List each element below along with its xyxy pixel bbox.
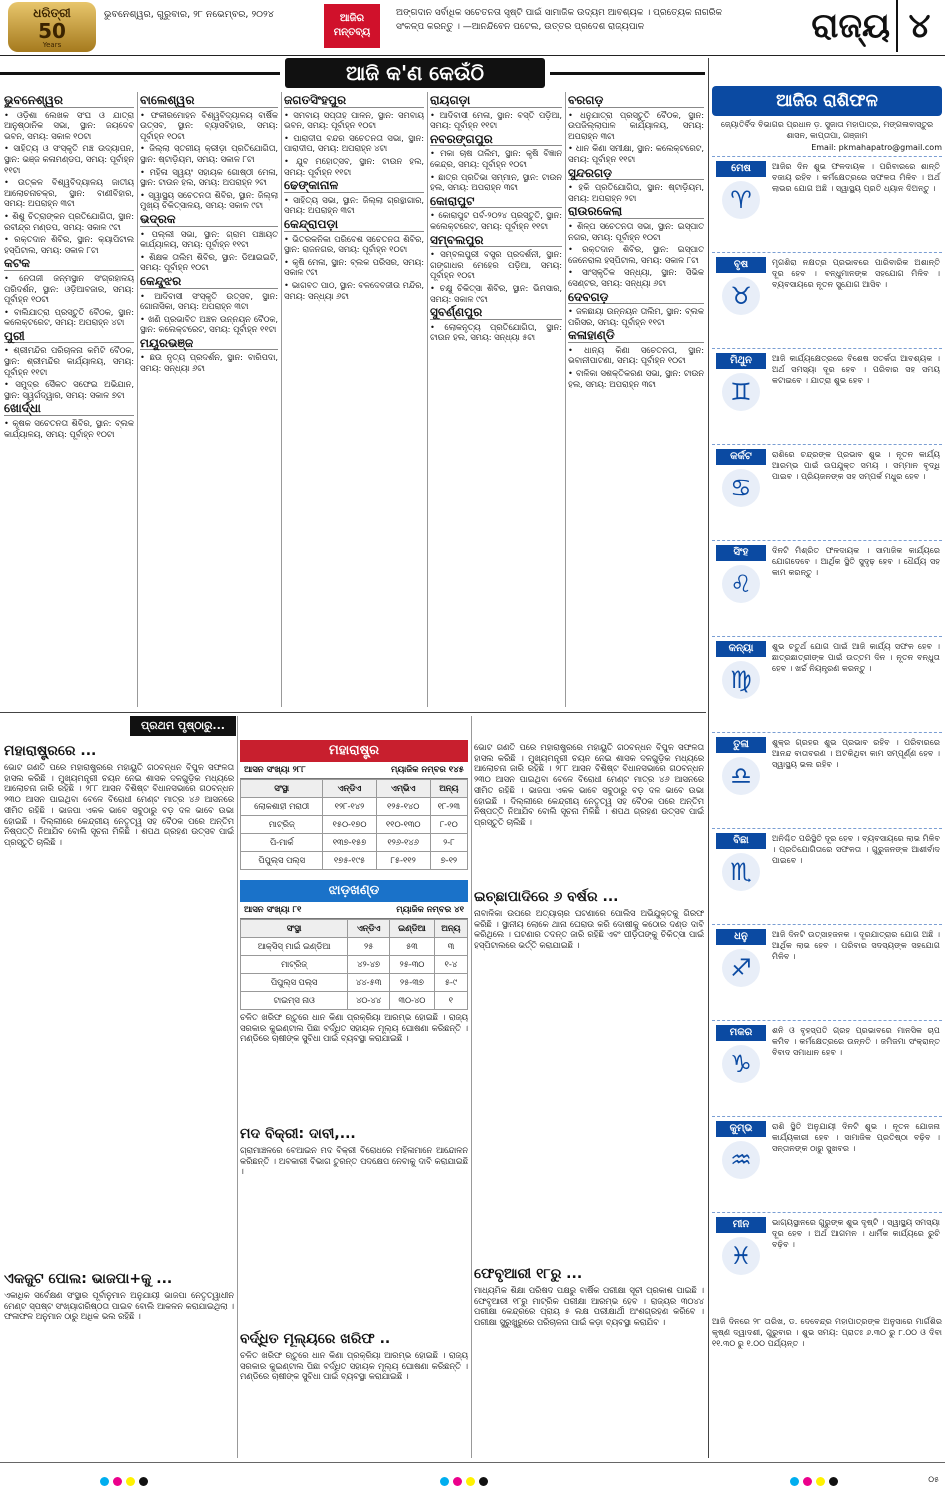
district-heading: ଭୁବନେଶ୍ୱର xyxy=(4,95,134,108)
table-cell: ୫-୯ xyxy=(434,974,467,992)
zodiac-icon: ♐ xyxy=(722,949,760,987)
event-entry: • ଉତ୍କଳ ବିଶ୍ୱବିଦ୍ୟାଳୟ ଜାତୀୟ ଆଲୋଚନାଚକ୍ର, ସ୍ଥାନ: ବାଣୀବିହାର, ସମୟ: ଅପରାହ୍ନ ୩ଟା xyxy=(4,177,134,209)
sign-forecast: ଶନି ଓ ବୃହସ୍ପତି ଗ୍ରହ ପ୍ରଭାବରେ ମାନସିକ ଚାପ କମିବ । କର୍ମକ୍ଷେତ୍ରରେ ଉନ୍ନତି । ଜମିଜମା ସଂକ୍ରାନ୍ତ ବିବାଦ ସମାଧାନ ହେବ । xyxy=(772,1025,940,1057)
table-header-row xyxy=(241,920,468,938)
zodiac-icon: ♈ xyxy=(722,181,760,219)
district-heading: ସୁବର୍ଣ୍ଣପୁର xyxy=(430,307,562,320)
sign-name: ସିଂହ xyxy=(716,545,766,561)
quote-of-day: ଅଙ୍ଗଦାନ ସର୍ବାଧିକ ସଚେତନତା ସୃଷ୍ଟି ପାଇଁ ସାମାଜିକ ଉଦ୍ୟମ ଆବଶ୍ୟକ । ପ୍ରତ୍ୟେକ ନାଗରିକ ସଂକଳ୍ପ କରନ୍ତୁ । —ଆନନ୍ଦିବେନ ପଟେଲ, ଉତ୍ତର ପ୍ରଦେଶ ରାଜ୍ୟପାଳ xyxy=(396,8,723,32)
zodiac-icon: ♑ xyxy=(722,1045,760,1083)
district-heading: ପୁରୀ xyxy=(4,331,134,344)
magenta-dot xyxy=(803,1477,812,1486)
table-cell: ୧୭୫-୧୯୫ xyxy=(323,852,376,870)
table-row xyxy=(241,956,468,974)
story-body: ଚଳିତ ଖରିଫ ଋତୁରେ ଧାନ କିଣା ପ୍ରକ୍ରିୟା ଆରମ୍ଭ ହୋଇଛି । ରାଜ୍ୟ ସରକାର କୁଇଣ୍ଟାଲ ପିଛା ବର୍ଦ୍ଧିତ ସହାୟକ ମୂଲ୍ୟ ଘୋଷଣା କରିଛନ୍ତି । ମଣ୍ଡିରେ ଚାଷୀଙ୍କ ସୁବିଧା ପାଇଁ ବ୍ୟବସ୍ଥା କରାଯାଇଛି । xyxy=(240,1012,468,1044)
horoscope-footer: ଆଜି ଦିନରେ ୨୮ ତାରିଖ, ଡ. ଦେବେନ୍ଦ୍ର ମହାପାତ୍ରଙ୍କ ଅନୁସାରେ ମାର୍ଗଶିର କୃଷ୍ଣ ଦ୍ୱାଦଶୀ, ଗୁରୁବାର । ଶୁଭ ସମୟ: ପ୍ରାତଃ ୬.୩୦ ରୁ ୮.୦୦ ଓ ଦିବା ୧୧.୩୦ ରୁ ୧.୦୦ ପର୍ଯ୍ୟନ୍ତ । xyxy=(712,1316,942,1348)
banner-rule-left xyxy=(0,72,280,75)
district-heading: ରାଉରକେଲା xyxy=(568,206,704,219)
sign-name: ବିଛା xyxy=(716,833,766,849)
banner-rule-right xyxy=(550,72,705,75)
sign-block xyxy=(712,732,942,828)
event-entry: • ଧନୁଯାତ୍ରା ପ୍ରସ୍ତୁତି ବୈଠକ, ସ୍ଥାନ: ଉପଜିଲ୍ଲାପାଳ କାର୍ଯ୍ୟାଳୟ, ସମୟ: ଅପରାହ୍ନ ୩ଟା xyxy=(568,110,704,142)
badge-number: 50 xyxy=(38,19,66,43)
story-body: ମାଧ୍ୟମିକ ଶିକ୍ଷା ପରିଷଦ ପକ୍ଷରୁ ବାର୍ଷିକ ପରୀକ୍ଷା ସୂଚୀ ପ୍ରକାଶ ପାଇଛି । ଫେବୃଆରୀ ୧୮ରୁ ମାଟ୍ରିକ ପରୀକ୍ଷା ଆରମ୍ଭ ହେବ । ରାଜ୍ୟର ୩୦୪୪ ପରୀକ୍ଷା କେନ୍ଦ୍ରରେ ପ୍ରାୟ ୫ ଲକ୍ଷ ପରୀକ୍ଷାର୍ଥୀ ଅଂଶଗ୍ରହଣ କରିବେ । ପରୀକ୍ଷା ସୁରୁଖୁରୁରେ ପରିଚାଳନା ପାଇଁ କଡ଼ା ବ୍ୟବସ୍ଥା କରାଯିବ । xyxy=(474,1285,704,1328)
zodiac-icon: ♊ xyxy=(722,373,760,411)
zodiac-icon: ♉ xyxy=(722,277,760,315)
table-cell: ୧୮-୨୩ xyxy=(430,798,467,816)
print-footer xyxy=(0,1462,945,1497)
table-row xyxy=(241,974,468,992)
table-cell: ୩ xyxy=(434,938,467,956)
event-entry: • ଛଉ ନୃତ୍ୟ ପ୍ରଦର୍ଶନ, ସ୍ଥାନ: ବାରିପଦା, ସମୟ: ସନ୍ଧ୍ୟା ୬ଟା xyxy=(140,352,278,373)
listings-column-2 xyxy=(140,92,278,707)
badge-title: ଧରିତ୍ରୀ xyxy=(33,6,71,20)
table-cell: ଲୋକଶାହୀ ମରାଠୀ xyxy=(241,798,323,816)
district-heading: କଟକ xyxy=(4,258,134,271)
sign-forecast: ରାଶି ସ୍ଥିତି ଅନୁଯାୟୀ ଦିନଟି ଶୁଭ । ନୂତନ ଯୋଜନା କାର୍ଯ୍ୟକାରୀ ହେବ । ସାମାଜିକ ପ୍ରତିଷ୍ଠା ବଢ଼ିବ । ସନ୍ତାନଙ୍କ ଠାରୁ ସୁଖବର । xyxy=(772,1121,940,1153)
table-cell: ଟାଇମ୍ସ ନାଓ xyxy=(241,992,348,1010)
table-cell: ୪୪-୫୩ xyxy=(348,974,390,992)
district-heading: ସମ୍ବଲପୁର xyxy=(430,235,562,248)
horoscope-title: ଆଜିର ରାଶିଫଳ xyxy=(712,86,942,116)
column-header: ଅନ୍ୟ xyxy=(430,780,467,798)
event-entry: • ଶିକ୍ଷକ ତାଲିମ ଶିବିର, ସ୍ଥାନ: ଡିଆଇଇଟି, ସମୟ: ପୂର୍ବାହ୍ନ ୧୦ଟା xyxy=(140,252,278,273)
cyan-dot xyxy=(100,1477,109,1486)
column-divider xyxy=(237,716,238,1458)
district-heading: ନବରଙ୍ଗପୁର xyxy=(430,134,562,147)
horoscope-panel xyxy=(712,86,942,1459)
listings-column-3 xyxy=(284,92,424,707)
story-body: ଏକାଧିକ ସର୍ବେକ୍ଷଣ ସଂସ୍ଥାର ପୂର୍ବାନୁମାନ ଅନୁଯାୟୀ ଭାଜପା ନେତୃତ୍ୱାଧୀନ ମେଣ୍ଟ ସ୍ପଷ୍ଟ ସଂଖ୍ୟାଗରିଷ୍ଠତା ପାଇବ ବୋଲି ଆକଳନ କରାଯାଇଥିଲା । ଫଳାଫଳ ଅନୁମାନ ଠାରୁ ଅଧିକ ଭଲ ରହିଛି । xyxy=(4,1290,234,1322)
event-entry: • ଆଦିବାସୀ ସଂସ୍କୃତି ଉତ୍ସବ, ସ୍ଥାନ: ଗୋନାସିକା, ସମୟ: ଅପରାହ୍ନ ୩ଟା xyxy=(140,291,278,312)
column-divider xyxy=(281,92,282,707)
section-rule xyxy=(0,712,706,713)
registration-marks xyxy=(100,1477,148,1486)
event-entry: • ଶ୍ରୀମନ୍ଦିର ପରିଚାଳନା କମିଟି ବୈଠକ, ସ୍ଥାନ: ଶ୍ରୀମନ୍ଦିର କାର୍ଯ୍ୟାଳୟ, ସମୟ: ପୂର୍ବାହ୍ନ ୧୧ଟା xyxy=(4,345,134,377)
sign-block xyxy=(712,1116,942,1212)
event-entry: • ଫକୀରମୋହନ ବିଶ୍ୱବିଦ୍ୟାଳୟ ବାର୍ଷିକ ଉତ୍ସବ, ସ୍ଥାନ: ବ୍ୟାସବିହାର, ସମୟ: ପୂର୍ବାହ୍ନ ୧୦ଟା xyxy=(140,110,278,142)
dateline: ଭୁବନେଶ୍ୱର, ଗୁରୁବାର, ୨୮ ନଭେମ୍ବର, ୨୦୨୪ xyxy=(104,9,274,20)
sign-name: ମେଷ xyxy=(716,161,766,177)
table-maharashtra xyxy=(240,740,468,870)
table-row xyxy=(241,992,468,1010)
story-continuation-filler xyxy=(240,1012,468,1122)
zodiac-icon: ♎ xyxy=(722,757,760,795)
event-entry: • ଭିତରକନିକା ପରିବେଶ ସଚେତନତା ଶିବିର, ସ୍ଥାନ: ରାଜନଗର, ସମୟ: ପୂର୍ବାହ୍ନ ୧୦ଟା xyxy=(284,234,424,255)
listings-title: ଆଜି କ'ଣ କେଉଁଠି xyxy=(285,58,545,88)
event-entry: • ମକା ଚାଷ ତାଲିମ, ସ୍ଥାନ: କୃଷି ବିଜ୍ଞାନ କେନ୍ଦ୍ର, ସମୟ: ପୂର୍ବାହ୍ନ ୧୦ଟା xyxy=(430,148,562,169)
story-maharashtra xyxy=(4,742,234,1262)
story-body: ଗ୍ରାମାଞ୍ଚଳରେ ବେଆଇନ ମଦ ବିକ୍ରୀ ବିରୋଧରେ ମହିଳାମାନେ ଆନ୍ଦୋଳନ କରିଛନ୍ତି । ଅବକାରୀ ବିଭାଗ ତୁରନ୍ତ ପଦକ୍ଷେପ ନେବାକୁ ଦାବି କରାଯାଇଛି । xyxy=(240,1145,468,1177)
district-heading: ଜଗତସିଂହପୁର xyxy=(284,95,424,108)
event-entry: • ଜଳଛାୟା ଉନ୍ନୟନ ତାଲିମ, ସ୍ଥାନ: ବ୍ଲକ ପରିସର, ସମୟ: ପୂର୍ବାହ୍ନ ୧୧ଟା xyxy=(568,306,704,327)
column-divider xyxy=(471,716,472,1458)
event-entry: • ଆଦିବାସୀ ମେଳା, ସ୍ଥାନ: ବସ୍ତି ପଡ଼ିଆ, ସମୟ: ପୂର୍ବାହ୍ନ ୧୧ଟା xyxy=(430,110,562,131)
front-page-label: ପ୍ରଥମ ପୃଷ୍ଠାରୁ... xyxy=(130,716,236,736)
column-divider xyxy=(565,92,566,707)
table-subtitle xyxy=(240,762,468,779)
table-header-row xyxy=(241,780,468,798)
yellow-dot xyxy=(126,1477,135,1486)
sign-name: ଧନୁ xyxy=(716,929,766,945)
event-entry: • ଲୋକନୃତ୍ୟ ପ୍ରତିଯୋଗିତା, ସ୍ଥାନ: ଟାଉନ ହଲ, ସମୟ: ସନ୍ଧ୍ୟା ୫ଟା xyxy=(430,322,562,343)
story-body: ନାବାଳିକା ଉପରେ ଅତ୍ୟାଚାର ଘଟଣାରେ ପୋଲିସ ଅଭିଯୁକ୍ତକୁ ଗିରଫ କରିଛି । ସ୍ଥାନୀୟ ଲୋକେ ଥାନା ଘେରାଉ କରି ଦୋଷୀକୁ କଠୋର ଦଣ୍ଡ ଦାବି କରିଥିଲେ । ଘଟଣାର ତଦନ୍ତ ଜାରି ରହିଛି ଏବଂ ପୀଡ଼ିତାଙ୍କୁ ଚିକିତ୍ସା ପାଇଁ ହସ୍ପିଟାଲରେ ଭର୍ତ୍ତି କରାଯାଇଛି । xyxy=(474,908,704,951)
zodiac-icon: ♒ xyxy=(722,1141,760,1179)
sign-name: ତୁଳା xyxy=(716,737,766,753)
story-body: ଭୋଟ ଗଣତି ପରେ ମହାରାଷ୍ଟ୍ରରେ ମହାୟୁତି ଗଠବନ୍ଧନ ବିପୁଳ ସଫଳତା ହାସଲ କରିଛି । ମୁଖ୍ୟମନ୍ତ୍ରୀ ଚୟନ ନେଇ ଶାସକ ଦଳଗୁଡ଼ିକ ମଧ୍ୟରେ ଆଲୋଚନା ଜାରି ରହିଛି । ୨୮୮ ଆସନ ବିଶିଷ୍ଟ ବିଧାନସଭାରେ ଗଠବନ୍ଧନ ୨୩୦ ଆସନ ପାଇଥିବା ବେଳେ ବିରୋଧୀ ମେଣ୍ଟ ମାତ୍ର ୪୬ ଆସନରେ ସୀମିତ ରହିଛି । ଭାଜପା ଏକକ ଭାବେ ସବୁଠାରୁ ବଡ଼ ଦଳ ଭାବେ ଉଭା ହୋଇଛି । ଦିଲ୍ଲୀରେ କେନ୍ଦ୍ରୀୟ ନେତୃତ୍ୱ ସହ ବୈଠକ ପରେ ଅନ୍ତିମ ନିଷ୍ପତ୍ତି ନିଆଯିବ ବୋଲି ସୂଚନା ମିଳିଛି । ଶପଥ ଗ୍ରହଣ ଉତ୍ସବ ପାଇଁ ପ୍ରସ୍ତୁତି ଚାଲିଛି । xyxy=(474,742,704,827)
table-cell: ୩୦-୪୦ xyxy=(390,992,435,1010)
table-cell: ଆକ୍ସିସ୍ ମାଇଁ ଇଣ୍ଡିଆ xyxy=(241,938,348,956)
table-cell: ମାଟ୍ରିଜ୍ xyxy=(241,956,348,974)
black-dot xyxy=(829,1477,838,1486)
magic-number-label: ମ୍ୟାଜିକ ନମ୍ବର ୧୪୫ xyxy=(390,765,464,775)
story-headline: ଇଚ୍ଛାପାଦିରେ ୬ ବର୍ଷର ... xyxy=(474,889,619,905)
black-dot xyxy=(479,1477,488,1486)
district-heading: ସୁନ୍ଦରଗଡ଼ xyxy=(568,168,704,181)
event-entry: • ଭାଗବତ ପାଠ, ସ୍ଥାନ: ବଳଦେବଜୀଉ ମନ୍ଦିର, ସମୟ: ସନ୍ଧ୍ୟା ୬ଟା xyxy=(284,280,424,301)
table-cell: ପିପୁଲ୍ସ ପଲ୍ସ xyxy=(241,852,323,870)
district-heading: ବରଗଡ଼ xyxy=(568,95,704,108)
table-row xyxy=(241,816,468,834)
table-subtitle xyxy=(240,902,468,919)
event-entry: • ବାଲିଯାତ୍ରା ପ୍ରସ୍ତୁତି ବୈଠକ, ସ୍ଥାନ: କଲେକ୍ଟରେଟ, ସମୟ: ଅପରାହ୍ନ ୪ଟା xyxy=(4,307,134,328)
magenta-dot xyxy=(113,1477,122,1486)
story-liquor xyxy=(240,1125,468,1325)
listings-banner xyxy=(0,58,705,88)
table-cell: ୧୩୭-୧୫୭ xyxy=(323,834,376,852)
event-entry: • ଶିଳ୍ପ ସଚେତନତା ସଭା, ସ୍ଥାନ: ଇସ୍ପାତ ନଗର, ସମୟ: ପୂର୍ବାହ୍ନ ୧୦ଟା xyxy=(568,221,704,242)
district-heading: ଢେଙ୍କାନାଳ xyxy=(284,180,424,193)
yellow-dot xyxy=(466,1477,475,1486)
table-cell: ପିପୁଲ୍ସ ପଲ୍ସ xyxy=(241,974,348,992)
district-heading: କଳାହାଣ୍ଡି xyxy=(568,330,704,343)
sign-forecast: ଆଜି ଦିନଟି ଉତ୍ସାହଜନକ । ଦୂରଯାତ୍ରାର ଯୋଗ ଅଛି । ଆର୍ଥିକ ଲାଭ ହେବ । ପରିବାର ସଦସ୍ୟଙ୍କ ସହଯୋଗ ମିଳିବ । xyxy=(772,929,940,961)
event-entry: • ଶିଶୁ ଚିତ୍ରାଙ୍କନ ପ୍ରତିଯୋଗିତା, ସ୍ଥାନ: ରବୀନ୍ଦ୍ର ମଣ୍ଡପ, ସମୟ: ସକାଳ ୯ଟା xyxy=(4,211,134,232)
black-dot xyxy=(139,1477,148,1486)
event-entry: • ସାହିତ୍ୟ ଓ ସଂସ୍କୃତି ମଞ୍ଚ ଉଦ୍ୟାପନ, ସ୍ଥାନ: ଭଞ୍ଜ କଳାମଣ୍ଡପ, ସମୟ: ପୂର୍ବାହ୍ନ ୧୧ଟା xyxy=(4,143,134,175)
table-cell: ୨-୮ xyxy=(430,834,467,852)
magic-number-label: ମ୍ୟାଜିକ ନମ୍ବର ୪୧ xyxy=(396,905,464,915)
cyan-dot xyxy=(790,1477,799,1486)
event-entry: • ରକ୍ତଦାନ ଶିବିର, ସ୍ଥାନ: କ୍ୟାପିଟାଲ ହସ୍ପିଟାଲ, ସମୟ: ସକାଳ ୮ଟା xyxy=(4,234,134,255)
zodiac-icon: ♍ xyxy=(722,661,760,699)
sign-name: କର୍କଟ xyxy=(716,449,766,465)
story-headline: ମହାରାଷ୍ଟ୍ରରେ ... xyxy=(4,743,97,759)
event-entry: • ଛାତ୍ର ପ୍ରତିଭା ସମ୍ମାନ, ସ୍ଥାନ: ଟାଉନ ହଲ, ସମୟ: ଅପରାହ୍ନ ୩ଟା xyxy=(430,172,562,193)
sign-block xyxy=(712,924,942,1020)
event-entry: • ସ୍ୱାସ୍ଥ୍ୟ ସଚେତନତା ଶିବିର, ସ୍ଥାନ: ଜିଲ୍ଲା ମୁଖ୍ୟ ଚିକିତ୍ସାଳୟ, ସମୟ: ସକାଳ ୯ଟା xyxy=(140,190,278,211)
editorial-logo: ଆଜିର ମନ୍ତବ୍ୟ xyxy=(324,4,380,48)
sign-block xyxy=(712,828,942,924)
magenta-dot xyxy=(453,1477,462,1486)
event-entry: • ଜିଲ୍ଲା ସ୍ତରୀୟ କ୍ରୀଡ଼ା ପ୍ରତିଯୋଗିତା, ସ୍ଥାନ: ଷ୍ଟାଡ଼ିୟମ, ସମୟ: ସକାଳ ୮ଟା xyxy=(140,143,278,164)
table-title: ଝାଡ଼ଖଣ୍ଡ xyxy=(240,880,468,902)
event-entry: • ଓଡ଼ିଶା ଲେଖକ ସଂଘ ଓ ଯାତ୍ରା ଆନୁଷ୍ଠାନିକ ସଭା, ସ୍ଥାନ: ଜୟଦେବ ଭବନ, ସମୟ: ସକାଳ ୧୦ଟା xyxy=(4,110,134,142)
sign-forecast: ଆଜି କାର୍ଯ୍ୟକ୍ଷେତ୍ରରେ ବିଶେଷ ସତର୍କତା ଆବଶ୍ୟକ । ଅର୍ଥ ସମସ୍ୟା ଦୂର ହେବ । ପରିବାର ସହ ସମୟ କଟାଇବେ । ଯାତ୍ରା ଶୁଭ ହେବ । xyxy=(772,353,940,385)
sign-forecast: ଅନିଶ୍ଚିତ ପରିସ୍ଥିତି ଦୂର ହେବ । ବ୍ୟବସାୟରେ ଲାଭ ମିଳିବ । ପ୍ରତିଯୋଗିତାରେ ସଫଳତା । ଗୁରୁଜନଙ୍କ ଆଶୀର୍ବାଦ ପାଇବେ । xyxy=(772,833,940,865)
table-row xyxy=(241,852,468,870)
sign-block xyxy=(712,252,942,348)
zodiac-icon: ♏ xyxy=(722,853,760,891)
event-entry: • ଧାନ୍ୟ କିଣା ସଚେତନତା, ସ୍ଥାନ: ଭବାନୀପାଟଣା, ସମୟ: ପୂର୍ବାହ୍ନ ୧୦ଟା xyxy=(568,345,704,366)
table-cell: ୧୨୮-୧୪୨ xyxy=(323,798,376,816)
event-entry: • ସାହିତ୍ୟ ସଭା, ସ୍ଥାନ: ଜିଲ୍ଲା ଗ୍ରନ୍ଥାଗାର, ସମୟ: ଅପରାହ୍ନ ୩ଟା xyxy=(284,195,424,216)
event-entry: • ଧାନ କିଣା ସମୀକ୍ଷା, ସ୍ଥାନ: କଲେକ୍ଟରେଟ, ସମୟ: ପୂର୍ବାହ୍ନ ୧୧ଟା xyxy=(568,143,704,164)
event-entry: • କୋରାପୁଟ ପର୍ବ-୨୦୨୪ ପ୍ରସ୍ତୁତି, ସ୍ଥାନ: କଲେକ୍ଟରେଟ, ସମୟ: ପୂର୍ବାହ୍ନ ୧୧ଟା xyxy=(430,210,562,231)
table-cell: ୧୨୫-୧୪୦ xyxy=(376,798,430,816)
sign-forecast: ଭାଗ୍ୟସ୍ଥାନରେ ଗୁରୁଙ୍କ ଶୁଭ ଦୃଷ୍ଟି । ସ୍ୱାସ୍ଥ୍ୟ ସମସ୍ୟା ଦୂର ହେବ । ଅର୍ଥ ଆଗମନ । ଧାର୍ମିକ କାର୍ଯ୍ୟରେ ରୁଚି ବଢ଼ିବ । xyxy=(772,1217,940,1249)
table-cell: ୧ xyxy=(434,992,467,1010)
sign-block xyxy=(712,444,942,540)
event-entry: • କୃଷକ ସଚେତନତା ଶିବିର, ସ୍ଥାନ: ବ୍ଲକ କାର୍ଯ୍ୟାଳୟ, ସମୟ: ପୂର୍ବାହ୍ନ ୧୦ଟା xyxy=(4,418,134,439)
district-heading: କେନ୍ଦୁଝର xyxy=(140,276,278,289)
yellow-dot xyxy=(816,1477,825,1486)
sign-block xyxy=(712,348,942,444)
event-entry: • ଖଣି ପ୍ରଭାବିତ ଅଞ୍ଚଳ ଉନ୍ନୟନ ବୈଠକ, ସ୍ଥାନ: କଲେକ୍ଟରେଟ, ସମୟ: ପୂର୍ବାହ୍ନ ୧୧ଟା xyxy=(140,314,278,335)
story-body: ଭୋଟ ଗଣତି ପରେ ମହାରାଷ୍ଟ୍ରରେ ମହାୟୁତି ଗଠବନ୍ଧନ ବିପୁଳ ସଫଳତା ହାସଲ କରିଛି । ମୁଖ୍ୟମନ୍ତ୍ରୀ ଚୟନ ନେଇ ଶାସକ ଦଳଗୁଡ଼ିକ ମଧ୍ୟରେ ଆଲୋଚନା ଜାରି ରହିଛି । ୨୮୮ ଆସନ ବିଶିଷ୍ଟ ବିଧାନସଭାରେ ଗଠବନ୍ଧନ ୨୩୦ ଆସନ ପାଇଥିବା ବେଳେ ବିରୋଧୀ ମେଣ୍ଟ ମାତ୍ର ୪୬ ଆସନରେ ସୀମିତ ରହିଛି । ଭାଜପା ଏକକ ଭାବେ ସବୁଠାରୁ ବଡ଼ ଦଳ ଭାବେ ଉଭା ହୋଇଛି । ଦିଲ୍ଲୀରେ କେନ୍ଦ୍ରୀୟ ନେତୃତ୍ୱ ସହ ବୈଠକ ପରେ ଅନ୍ତିମ ନିଷ୍ପତ୍ତି ନିଆଯିବ ବୋଲି ସୂଚନା ମିଳିଛି । ଶପଥ ଗ୍ରହଣ ଉତ୍ସବ ପାଇଁ ପ୍ରସ୍ତୁତି ଚାଲିଛି । xyxy=(4,762,234,847)
sign-list xyxy=(712,156,942,1308)
listings-column-5 xyxy=(568,92,704,707)
event-entry: • କୃଷି ମେଳା, ସ୍ଥାନ: ବ୍ଲକ ପରିସର, ସମୟ: ସକାଳ ୯ଟା xyxy=(284,257,424,278)
sign-name: ବୃଷ xyxy=(716,257,766,273)
table-cell: ମାଟ୍ରିଜ୍ xyxy=(241,816,323,834)
event-entry: • ନେତାଜୀ ଜନ୍ମସ୍ଥାନ ସଂଗ୍ରହାଳୟ ପରିଦର୍ଶନ, ସ୍ଥାନ: ଓଡ଼ିଆବଜାର, ସମୟ: ପୂର୍ବାହ୍ନ ୧୦ଟା xyxy=(4,273,134,305)
zodiac-icon: ♋ xyxy=(722,469,760,507)
story-february xyxy=(474,1265,704,1458)
table-cell: ୮୫-୧୧୨ xyxy=(376,852,430,870)
table-cell: ୨୫-୩୭ xyxy=(390,974,435,992)
event-entry: • ସମ୍ବଲପୁରୀ ବସ୍ତ୍ର ପ୍ରଦର୍ଶନୀ, ସ୍ଥାନ: ଗଙ୍ଗାଧର ମେହେର ପଡ଼ିଆ, ସମୟ: ପୂର୍ବାହ୍ନ ୧୦ଟା xyxy=(430,249,562,281)
sign-name: ମିଥୁନ xyxy=(716,353,766,369)
footer-page-code: ୦୫ xyxy=(928,1475,939,1484)
exit-poll-table xyxy=(240,919,468,1010)
sign-block xyxy=(712,636,942,732)
seats-label: ଆସନ ସଂଖ୍ୟା ୮୧ xyxy=(244,905,302,915)
table-cell: ୨୫ xyxy=(348,938,390,956)
table-cell: ୪୨-୪୭ xyxy=(348,956,390,974)
district-heading: ବାଲେଶ୍ୱର xyxy=(140,95,278,108)
sign-forecast: ରାଶିରେ ଚନ୍ଦ୍ରଙ୍କ ପ୍ରଭାବ ଶୁଭ । ନୂତନ କାର୍ଯ୍ୟ ଆରମ୍ଭ ପାଇଁ ଉପଯୁକ୍ତ ସମୟ । ସମ୍ମାନ ବୃଦ୍ଧି ପାଇବ । ପ୍ରିୟଜନଙ୍କ ସହ ସମ୍ପର୍କ ମଧୁର ହେବ । xyxy=(772,449,940,481)
listings-column-1 xyxy=(4,92,134,707)
sign-forecast: ଶୁଭ ଚତୁର୍ଥ ଯୋଗ ପାଇଁ ଆଜି କାର୍ଯ୍ୟ ସଫଳ ହେବ । ଛାତ୍ରଛାତ୍ରୀଙ୍କ ପାଇଁ ଉତ୍ତମ ଦିନ । ନୂତନ ବନ୍ଧୁତା ହେବ । ଖର୍ଚ୍ଚ ନିୟନ୍ତ୍ରଣ କରନ୍ତୁ । xyxy=(772,641,940,673)
column-divider xyxy=(427,92,428,707)
table-cell: ପି-ମାର୍କ xyxy=(241,834,323,852)
table-row xyxy=(241,938,468,956)
story-ekjut-poll xyxy=(4,1270,234,1458)
event-entry: • ଚକ୍ଷୁ ଚିକିତ୍ସା ଶିବିର, ସ୍ଥାନ: ଭିମସାର, ସମୟ: ସକାଳ ୯ଟା xyxy=(430,283,562,304)
event-entry: • ସାଂସ୍କୃତିକ ସନ୍ଧ୍ୟା, ସ୍ଥାନ: ସିଭିକ ସେଣ୍ଟର, ସମୟ: ସନ୍ଧ୍ୟା ୬ଟା xyxy=(568,267,704,288)
event-entry: • ମହିଳା ସ୍ୱୟଂ ସହାୟକ ଗୋଷ୍ଠୀ ମେଳା, ସ୍ଥାନ: ଟାଉନ ହଲ, ସମୟ: ଅପରାହ୍ନ ୨ଟା xyxy=(140,167,278,188)
sign-name: ମକର xyxy=(716,1025,766,1041)
district-heading: ମୟୂରଭଞ୍ଜ xyxy=(140,338,278,351)
horoscope-author: ଜ୍ୟୋତିର୍ବିଦ ବିଭାଗର ପ୍ରଧାନ ଡ଼. ସୁଜାତା ମହାପାତ୍ର, ମଙ୍ଗଳାବାସ୍ତୁର ଶାସନ, କାପ୍ତାପା, ଗଞ୍ଜାମ xyxy=(720,120,934,140)
listings-column-4 xyxy=(430,92,562,707)
zodiac-icon: ♓ xyxy=(722,1237,760,1275)
story-maharashtra-cont xyxy=(474,742,704,882)
column-header: ଏନ୍‌ଡିଏ xyxy=(323,780,376,798)
rashi-divider xyxy=(708,58,709,1458)
sign-name: କନ୍ୟା xyxy=(716,641,766,657)
event-entry: • ଯୁବ ମହୋତ୍ସବ, ସ୍ଥାନ: ଟାଉନ ହଲ, ସମୟ: ପୂର୍ବାହ୍ନ ୧୧ଟା xyxy=(284,156,424,177)
table-row xyxy=(241,798,468,816)
column-header: ସଂସ୍ଥା xyxy=(241,920,348,938)
event-entry: • ସମବାୟ ସପ୍ତାହ ପାଳନ, ସ୍ଥାନ: ସମବାୟ ଭବନ, ସମୟ: ପୂର୍ବାହ୍ନ ୧୦ଟା xyxy=(284,110,424,131)
table-jharkhand xyxy=(240,880,468,1010)
event-entry: • ବାଳିକା ସଶକ୍ତିକରଣ ସଭା, ସ୍ଥାନ: ଟାଉନ ହଲ, ସମୟ: ଅପରାହ୍ନ ୩ଟା xyxy=(568,368,704,389)
sign-block xyxy=(712,1212,942,1308)
cyan-dot xyxy=(440,1477,449,1486)
table-cell: ୧୫୦-୧୭୦ xyxy=(323,816,376,834)
story-headline: ବର୍ଦ୍ଧିତ ମୂଲ୍ୟରେ ଖରିଫ .. xyxy=(240,1331,391,1347)
horoscope-email: Email: pkmahapatro@gmail.com xyxy=(811,143,942,152)
badge-years: Years xyxy=(42,41,62,49)
column-header: ଏନ୍‌ଡିଏ xyxy=(348,920,390,938)
table-cell: ୮-୧୦ xyxy=(430,816,467,834)
sign-forecast: ମୃଗଶିରା ନକ୍ଷତ୍ର ପ୍ରଭାବରେ ପାରିବାରିକ ଅଶାନ୍ତି ଦୂର ହେବ । ବନ୍ଧୁମାନଙ୍କ ସହଯୋଗ ମିଳିବ । ବ୍ୟବସାୟରେ ନୂତନ ସୁଯୋଗ ଆସିବ । xyxy=(772,257,940,289)
district-heading: କେନ୍ଦ୍ରାପଡ଼ା xyxy=(284,219,424,232)
sign-name: କୁମ୍ଭ xyxy=(716,1121,766,1137)
sign-forecast: ଦିନଟି ମିଶ୍ରିତ ଫଳଦାୟକ । ସାମାଜିକ କାର୍ଯ୍ୟରେ ଯୋଗଦେବେ । ଆର୍ଥିକ ସ୍ଥିତି ସୁଦୃଢ଼ ହେବ । ଧୈର୍ଯ୍ୟ ସହ କାମ କରନ୍ତୁ । xyxy=(772,545,940,577)
sign-forecast: ଶୁକ୍ର ଗ୍ରହର ଶୁଭ ପ୍ରଭାବ ରହିବ । ପରିବାରରେ ଆନନ୍ଦ ବାତାବରଣ । ଅଟକିଥିବା କାମ ସମ୍ପୂର୍ଣ୍ଣ ହେବ । ସ୍ୱାସ୍ଥ୍ୟ ଭଲ ରହିବ । xyxy=(772,737,940,769)
story-headline: ମଦ ବିକ୍ରୀ: ଦାବୀ,... xyxy=(240,1126,356,1142)
district-heading: ଖୋର୍ଦ୍ଧା xyxy=(4,403,134,416)
sign-block xyxy=(712,156,942,252)
event-entry: • ପଲ୍ଲୀ ସଭା, ସ୍ଥାନ: ଗ୍ରାମ ପଞ୍ଚାୟତ କାର୍ଯ୍ୟାଳୟ, ସମୟ: ପୂର୍ବାହ୍ନ ୧୧ଟା xyxy=(140,229,278,250)
table-cell: ୧-୪ xyxy=(434,956,467,974)
table-cell: ୭-୧୨ xyxy=(430,852,467,870)
district-heading: ଦେବଗଡ଼ xyxy=(568,292,704,305)
table-cell: ୨୫-୩୦ xyxy=(390,956,435,974)
sign-block xyxy=(712,1020,942,1116)
column-header: ଅନ୍ୟ xyxy=(434,920,467,938)
column-header: ସଂସ୍ଥା xyxy=(241,780,323,798)
registration-marks xyxy=(440,1477,488,1486)
table-row xyxy=(241,834,468,852)
district-heading: ଭଦ୍ରକ xyxy=(140,214,278,227)
sign-name: ମୀନ xyxy=(716,1217,766,1233)
exit-poll-table xyxy=(240,779,468,870)
table-cell: ୧୧୦-୧୩୦ xyxy=(376,816,430,834)
event-entry: • ରକ୍ତଦାନ ଶିବିର, ସ୍ଥାନ: ଇସ୍ପାତ ଜେନେରାଲ ହସ୍ପିଟାଲ, ସମୟ: ସକାଳ ୮ଟା xyxy=(568,244,704,265)
sign-forecast: ଆଜିର ଦିନ ଶୁଭ ଫଳଦାୟକ । ପରିବାରରେ ଶାନ୍ତି ବଜାୟ ରହିବ । କର୍ମକ୍ଷେତ୍ରରେ ସଫଳତା ମିଳିବ । ଅର୍ଥ ଲାଭର ଯୋଗ ଅଛି । ସ୍ୱାସ୍ଥ୍ୟ ପ୍ରତି ଧ୍ୟାନ ଦିଅନ୍ତୁ । xyxy=(772,161,940,193)
column-header: ଇଣ୍ଡିଆ xyxy=(390,920,435,938)
story-body: ଚଳିତ ଖରିଫ ଋତୁରେ ଧାନ କିଣା ପ୍ରକ୍ରିୟା ଆରମ୍ଭ ହୋଇଛି । ରାଜ୍ୟ ସରକାର କୁଇଣ୍ଟାଲ ପିଛା ବର୍ଦ୍ଧିତ ସହାୟକ ମୂଲ୍ୟ ଘୋଷଣା କରିଛନ୍ତି । ମଣ୍ଡିରେ ଚାଷୀଙ୍କ ସୁବିଧା ପାଇଁ ବ୍ୟବସ୍ଥା କରାଯାଇଛି । xyxy=(240,1350,468,1382)
registration-marks xyxy=(790,1477,838,1486)
page-number: ୪ xyxy=(896,0,941,52)
column-divider xyxy=(137,92,138,707)
table-cell: ୪୦-୪୪ xyxy=(348,992,390,1010)
table-title: ମହାରାଷ୍ଟ୍ର xyxy=(240,740,468,762)
table-cell: ୧୨୬-୧୪୬ xyxy=(376,834,430,852)
district-heading: କୋରାପୁଟ xyxy=(430,196,562,209)
story-kharif xyxy=(240,1330,468,1458)
event-entry: • ହକି ପ୍ରତିଯୋଗିତା, ସ୍ଥାନ: ଷ୍ଟାଡ଼ିୟମ, ସମୟ: ଅପରାହ୍ନ ୨ଟା xyxy=(568,182,704,203)
anniversary-badge xyxy=(8,2,96,52)
story-headline: ଫେବୃଆରୀ ୧୮ରୁ ... xyxy=(474,1266,583,1282)
seats-label: ଆସନ ସଂଖ୍ୟା ୨୮୮ xyxy=(244,765,306,775)
table-cell: ୫୩ xyxy=(390,938,435,956)
event-entry: • ସମୁଦ୍ର ସୈକତ ସଫେଇ ଅଭିଯାନ, ସ୍ଥାନ: ସ୍ୱର୍ଗଦ୍ୱାର, ସମୟ: ସକାଳ ୭ଟା xyxy=(4,379,134,400)
story-headline: ଏକଜୁଟ ପୋଲ: ଭାଜପା+କୁ ... xyxy=(4,1271,173,1287)
zodiac-icon: ♌ xyxy=(722,565,760,603)
story-ichhapur xyxy=(474,888,704,1258)
event-entry: • ପାରାଦୀପ ବନ୍ଦର ସଚେତନତା ସଭା, ସ୍ଥାନ: ପାରାଦୀପ, ସମୟ: ଅପରାହ୍ନ ୪ଟା xyxy=(284,133,424,154)
column-header: ଏମ୍‌ଭିଏ xyxy=(376,780,430,798)
sign-block xyxy=(712,540,942,636)
masthead xyxy=(0,0,945,56)
district-heading: ରାୟଗଡ଼ା xyxy=(430,95,562,108)
section-title: ରାଜ୍ୟ xyxy=(811,6,890,46)
